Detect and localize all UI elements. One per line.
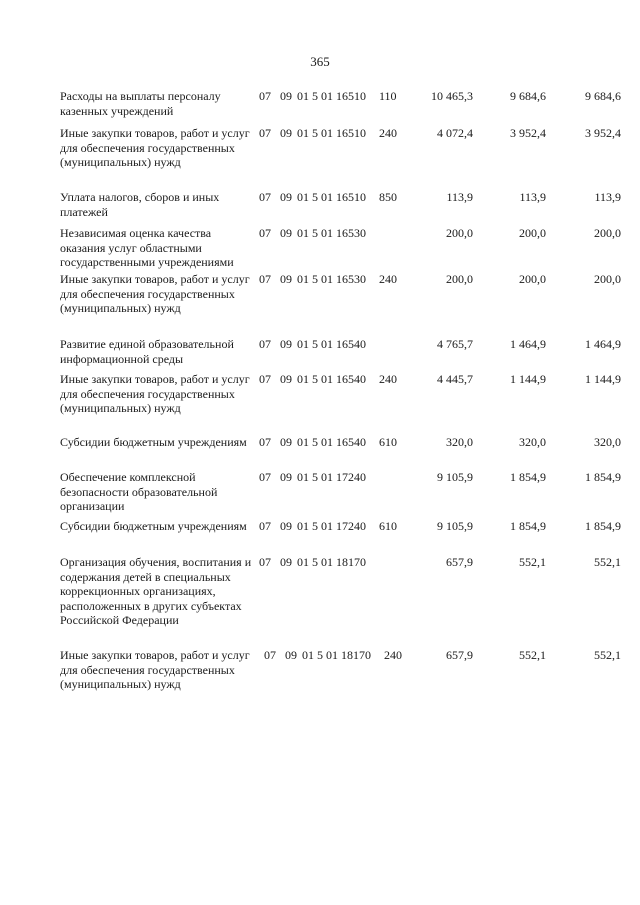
subsection-code: 09 [280,190,292,204]
section-code: 07 [259,89,271,103]
subsection-code: 09 [280,226,292,240]
target-article-code: 01 5 01 18170 [297,555,366,569]
subsection-code: 09 [280,435,292,449]
target-article-code: 01 5 01 16540 [297,435,366,449]
row-description: Субсидии бюджетным учреждениям [60,435,247,449]
section-code: 07 [264,648,276,662]
amount-year-3: 113,9 [594,190,621,204]
expense-type-code: 110 [379,89,397,103]
amount-year-1: 9 105,9 [437,519,473,533]
section-code: 07 [259,372,271,386]
row-description: Обеспечение комплексной безопасности образовательной организации [60,470,218,514]
amount-year-1: 4 072,4 [437,126,473,140]
row-description: Независимая оценка качества оказания услуг областными государственными учреждениями [60,226,234,270]
subsection-code: 09 [280,470,292,484]
expense-type-code: 240 [384,648,402,662]
row-description: Иные закупки товаров, работ и услуг для обеспечения государственных (муниципальных) нужд [60,648,250,692]
expense-type-code: 240 [379,372,397,386]
amount-year-3: 1 464,9 [585,337,621,351]
amount-year-2: 200,0 [519,272,546,286]
amount-year-2: 9 684,6 [510,89,546,103]
amount-year-2: 552,1 [519,648,546,662]
amount-year-1: 657,9 [446,648,473,662]
section-code: 07 [259,435,271,449]
row-description: Иные закупки товаров, работ и услуг для обеспечения государственных (муниципальных) нужд [60,272,250,316]
expense-type-code: 610 [379,435,397,449]
subsection-code: 09 [280,555,292,569]
amount-year-3: 3 952,4 [585,126,621,140]
amount-year-1: 320,0 [446,435,473,449]
target-article-code: 01 5 01 16510 [297,190,366,204]
amount-year-1: 4 445,7 [437,372,473,386]
amount-year-2: 3 952,4 [510,126,546,140]
amount-year-1: 113,9 [446,190,473,204]
amount-year-3: 552,1 [594,648,621,662]
section-code: 07 [259,126,271,140]
section-code: 07 [259,272,271,286]
amount-year-1: 200,0 [446,226,473,240]
section-code: 07 [259,337,271,351]
subsection-code: 09 [280,519,292,533]
amount-year-2: 1 144,9 [510,372,546,386]
target-article-code: 01 5 01 18170 [302,648,371,662]
subsection-code: 09 [280,337,292,351]
subsection-code: 09 [285,648,297,662]
expense-type-code: 240 [379,126,397,140]
amount-year-2: 113,9 [519,190,546,204]
expense-type-code: 850 [379,190,397,204]
target-article-code: 01 5 01 16540 [297,372,366,386]
amount-year-1: 4 765,7 [437,337,473,351]
target-article-code: 01 5 01 17240 [297,519,366,533]
target-article-code: 01 5 01 16530 [297,272,366,286]
amount-year-3: 1 144,9 [585,372,621,386]
target-article-code: 01 5 01 16510 [297,126,366,140]
amount-year-3: 320,0 [594,435,621,449]
amount-year-3: 200,0 [594,272,621,286]
row-description: Уплата налогов, сборов и иных платежей [60,190,220,219]
amount-year-1: 9 105,9 [437,470,473,484]
section-code: 07 [259,226,271,240]
amount-year-2: 1 854,9 [510,470,546,484]
amount-year-3: 552,1 [594,555,621,569]
subsection-code: 09 [280,272,292,286]
amount-year-3: 200,0 [594,226,621,240]
row-description: Иные закупки товаров, работ и услуг для обеспечения государственных (муниципальных) нужд [60,126,250,170]
section-code: 07 [259,519,271,533]
subsection-code: 09 [280,126,292,140]
expense-type-code: 240 [379,272,397,286]
target-article-code: 01 5 01 16530 [297,226,366,240]
row-description: Развитие единой образовательной информационной среды [60,337,234,366]
target-article-code: 01 5 01 16510 [297,89,366,103]
amount-year-2: 1 464,9 [510,337,546,351]
expense-type-code: 610 [379,519,397,533]
section-code: 07 [259,190,271,204]
amount-year-1: 200,0 [446,272,473,286]
page-number: 365 [310,54,330,69]
amount-year-2: 320,0 [519,435,546,449]
target-article-code: 01 5 01 16540 [297,337,366,351]
amount-year-1: 10 465,3 [431,89,473,103]
row-description: Организация обучения, воспитания и содержания детей в специальных коррекционных организациях, расположенных в других субъектах Российской Федерации [60,555,252,628]
amount-year-2: 1 854,9 [510,519,546,533]
amount-year-3: 1 854,9 [585,519,621,533]
row-description: Расходы на выплаты персоналу казенных учреждений [60,89,221,118]
row-description: Иные закупки товаров, работ и услуг для обеспечения государственных (муниципальных) нужд [60,372,250,416]
amount-year-3: 9 684,6 [585,89,621,103]
amount-year-2: 200,0 [519,226,546,240]
amount-year-1: 657,9 [446,555,473,569]
subsection-code: 09 [280,372,292,386]
row-description: Субсидии бюджетным учреждениям [60,519,247,533]
section-code: 07 [259,555,271,569]
amount-year-3: 1 854,9 [585,470,621,484]
subsection-code: 09 [280,89,292,103]
amount-year-2: 552,1 [519,555,546,569]
section-code: 07 [259,470,271,484]
target-article-code: 01 5 01 17240 [297,470,366,484]
